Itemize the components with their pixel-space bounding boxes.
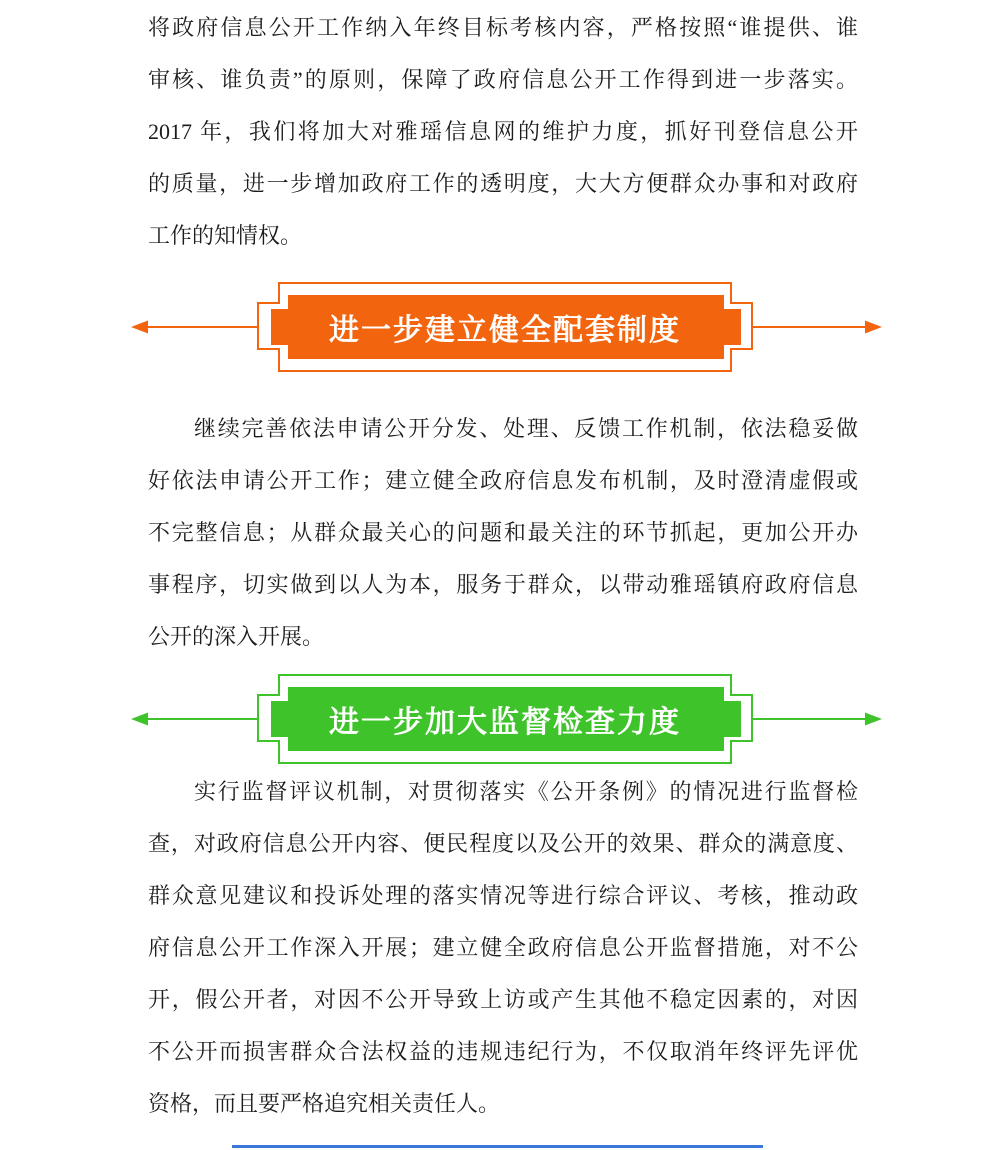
paragraph bbox=[0, 403, 1000, 663]
text-line: 工作的知情权。 bbox=[148, 223, 303, 248]
right-arrowhead-icon bbox=[865, 321, 882, 334]
text-line: 将政府信息公开工作纳入年终目标考核内容，严格按照“谁提供、谁 bbox=[148, 15, 858, 40]
text-line: 的质量，进一步增加政府工作的透明度，大大方便群众办事和对政府 bbox=[148, 171, 858, 196]
text-line: 审核、谁负责”的原则，保障了政府信息公开工作得到进一步落实。 bbox=[148, 67, 858, 92]
text-line: 事程序，切实做到以人为本，服务于群众，以带动雅瑶镇府政府信息 bbox=[148, 572, 858, 597]
text-line: 不完整信息；从群众最关心的问题和最关注的环节抓起，更加公开办 bbox=[148, 520, 858, 545]
text-line: 公开的深入开展。 bbox=[148, 624, 325, 649]
text-line: 不公开而损害群众合法权益的违规违纪行为，不仅取消年终评先评优 bbox=[148, 1039, 858, 1064]
text-line: 继续完善依法申请公开分发、处理、反馈工作机制，依法稳妥做 bbox=[194, 416, 858, 441]
text-line: 实行监督评议机制，对贯彻落实《公开条例》的情况进行监督检 bbox=[194, 779, 858, 804]
text-line: 群众意见建议和投诉处理的落实情况等进行综合评议、考核，推动政 bbox=[148, 883, 858, 908]
text-line: 查，对政府信息公开内容、便民程度以及公开的效果、群众的满意度、 bbox=[148, 831, 858, 856]
text-line: 好依法申请公开工作；建立健全政府信息发布机制，及时澄清虚假或 bbox=[148, 468, 858, 493]
section-banner-supporting-systems bbox=[0, 278, 1000, 374]
text-line: 2017 年，我们将加大对雅瑶信息网的维护力度，抓好刊登信息公开 bbox=[148, 119, 858, 144]
section-title: 进一步加大监督检查力度 bbox=[329, 706, 681, 739]
text-line: 资格，而且要严格追究相关责任人。 bbox=[148, 1091, 501, 1116]
left-arrowhead-icon bbox=[131, 321, 148, 334]
left-arrowhead-icon bbox=[131, 713, 148, 726]
right-arrowhead-icon bbox=[865, 713, 882, 726]
text-line: 开，假公开者，对因不公开导致上访或产生其他不稳定因素的，对因 bbox=[148, 987, 858, 1012]
section-banner-supervision bbox=[0, 670, 1000, 766]
text-line: 府信息公开工作深入开展；建立健全政府信息公开监督措施，对不公 bbox=[148, 935, 858, 960]
paragraph bbox=[0, 0, 1000, 262]
paragraph bbox=[0, 766, 1000, 1130]
section-title: 进一步建立健全配套制度 bbox=[329, 314, 681, 347]
bottom-divider bbox=[232, 1145, 763, 1148]
